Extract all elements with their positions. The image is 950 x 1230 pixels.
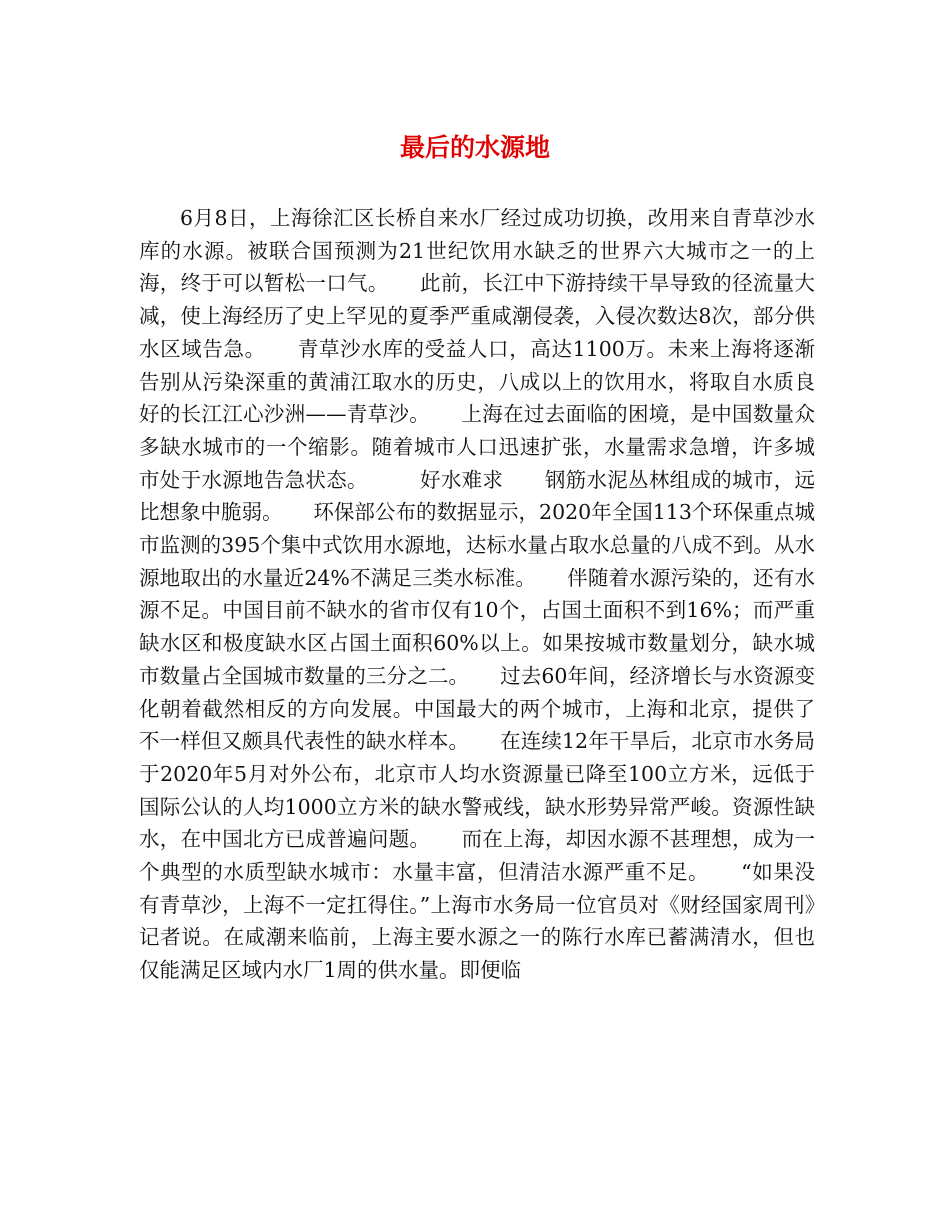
document-body [139, 202, 815, 987]
body-paragraph: 6月8日，上海徐汇区长桥自来水厂经过成功切换，改用来自青草沙水库的水源。被联合国预测为21世纪饮用水缺乏的世界六大城市之一的上海，终于可以暂松一口气。 此前，长江中下游持续干旱导致的径流量大减，使上海经历了史上罕见的夏季严重咸潮侵袭，入侵次数达8次，部分供水区域告急。 青草沙水库的受益人口，高达1100万。未来上海将逐渐告别从污染深重的黄浦江取水的历史，八成以上的饮用水，将取自水质良好的长江江心沙洲——青草沙。 上海在过去面临的困境，是中国数量众多缺水城市的一个缩影。随着城市人口迅速扩张，水量需求急增，许多城市处于水源地告急状态。 好水难求 钢筋水泥丛林组成的城市，远比想象中脆弱。 环保部公布的数据显示，2020年全国113个环保重点城市监测的395个集中式饮用水源地，达标水量占取水总量的八成不到。从水源地取出的水量近24%不满足三类水标准。 伴随着水源污染的，还有水源不足。中国目前不缺水的省市仅有10个，占国土面积不到16%；而严重缺水区和极度缺水区占国土面积60%以上。如果按城市数量划分，缺水城市数量占全国城市数量的三分之二。 过去60年间，经济增长与水资源变化朝着截然相反的方向发展。中国最大的两个城市，上海和北京，提供了不一样但又颇具代表性的缺水样本。 在连续12年干旱后，北京市水务局于2020年5月对外公布，北京市人均水资源量已降至100立方米，远低于国际公认的人均1000立方米的缺水警戒线，缺水形势异常严峻。资源性缺水，在中国北方已成普遍问题。 而在上海，却因水源不甚理想，成为一个典型的水质型缺水城市：水量丰富，但清洁水源严重不足。 “如果没有青草沙，上海不一定扛得住。”上海市水务局一位官员对《财经国家周刊》记者说。在咸潮来临前，上海主要水源之一的陈行水库已蓄满清水，但也仅能满足区域内水厂1周的供水量。即便临 [139, 206, 815, 983]
document-title: 最后的水源地 [399, 133, 550, 162]
